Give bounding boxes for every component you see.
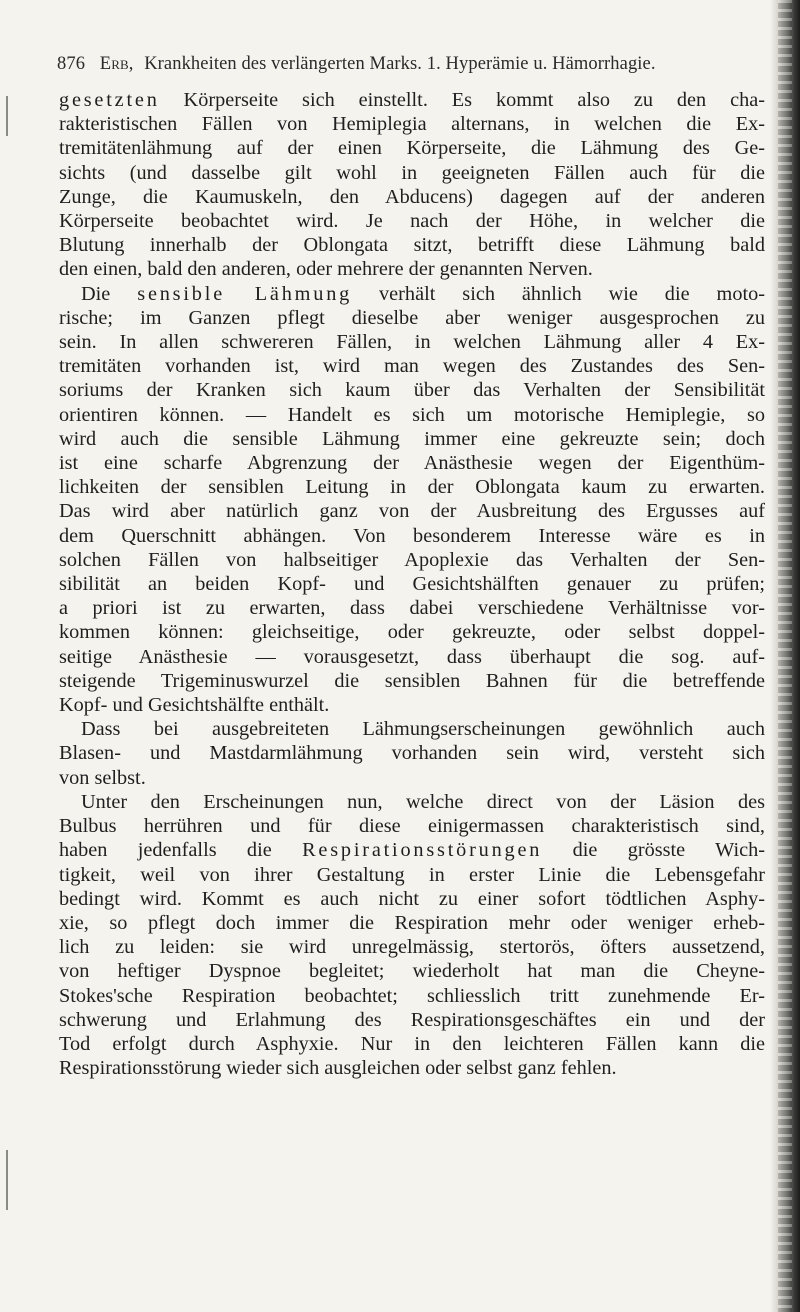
spaced-emphasis: gesetzten [59, 89, 160, 111]
text-line [59, 669, 765, 693]
text-run: sibilität an beiden Kopf- und Gesichtshälften genauer zu prüfen; [59, 573, 765, 596]
text-line [59, 475, 765, 499]
text-run: Bulbus herrühren und für diese einigermassen charakteristisch sind, [59, 815, 765, 838]
text-line [59, 499, 765, 523]
text-line [59, 185, 765, 209]
text-line [59, 378, 765, 402]
text-run: bedingt wird. Kommt es auch nicht zu einer sofort tödtlichen Asphy- [59, 887, 765, 910]
text-line [59, 766, 765, 790]
text-run: Blasen- und Mastdarmlähmung vorhanden sein wird, versteht sich [59, 742, 765, 765]
text-line [59, 233, 765, 257]
text-line [59, 451, 765, 475]
text-run: lichkeiten der sensiblen Leitung in der Oblongata kaum zu erwarten. [59, 476, 765, 499]
text-run: rakteristischen Fällen von Hemiplegia alternans, in welchen die Ex- [59, 113, 765, 136]
text-run: tremitäten vorhanden ist, wird man wegen des Zustandes des Sen- [59, 355, 765, 378]
text-run: von selbst. [59, 766, 146, 789]
running-head [57, 54, 757, 75]
text-run: Unter den Erscheinungen nun, welche direct von der Läsion des [81, 790, 765, 813]
text-line [59, 572, 765, 596]
text-line [59, 88, 765, 112]
text-run: tigkeit, weil von ihrer Gestaltung in erster Linie die Lebensgefahr [59, 863, 765, 886]
text-line [59, 136, 765, 160]
paragraph [59, 282, 765, 718]
spaced-emphasis: Respirationsstörungen [302, 839, 543, 862]
text-line [59, 717, 765, 741]
text-run: Kopf- und Gesichtshälfte enthält. [59, 694, 330, 717]
text-run: Körperseite sich einstellt. Es kommt also zu den cha- [159, 89, 765, 111]
text-run: Zunge, die Kaumuskeln, den Abducens) dagegen auf der anderen [59, 185, 765, 208]
text-line [59, 1032, 765, 1056]
text-run: Respirationsstörung wieder sich ausgleichen oder selbst ganz fehlen. [59, 1057, 617, 1080]
text-line [59, 1008, 765, 1032]
text-line [59, 741, 765, 765]
text-line [59, 306, 765, 330]
text-run: ist eine scharfe Abgrenzung der Anästhesie wegen der Eigenthüm- [59, 452, 765, 475]
text-run: schwerung und Erlahmung des Respirationsgeschäftes ein und der [59, 1008, 765, 1031]
text-line [59, 790, 765, 814]
text-run: wird auch die sensible Lähmung immer eine gekreuzte sein; doch [59, 427, 765, 450]
text-run: Tod erfolgt durch Asphyxie. Nur in den leichteren Fällen kann die [59, 1032, 765, 1055]
text-line [59, 935, 765, 959]
text-line [59, 209, 765, 233]
text-line [59, 959, 765, 983]
text-line [59, 524, 765, 548]
text-run: a priori ist zu erwarten, dass dabei verschiedene Verhältnisse vor- [59, 597, 765, 620]
text-line [59, 1056, 765, 1080]
text-run: xie, so pflegt doch immer die Respiration mehr oder weniger erheb- [59, 911, 765, 934]
paragraph [59, 717, 765, 790]
text-run: Das wird aber natürlich ganz von der Ausbreitung des Ergusses auf [59, 500, 765, 523]
text-line [59, 620, 765, 644]
text-line [59, 814, 765, 838]
text-line [59, 596, 765, 620]
text-line [59, 161, 765, 185]
text-line [59, 112, 765, 136]
text-run: rische; im Ganzen pflegt dieselbe aber weniger ausgesprochen zu [59, 306, 765, 329]
text-line [59, 984, 765, 1008]
text-line [59, 838, 765, 862]
text-line [59, 330, 765, 354]
text-line [59, 887, 765, 911]
margin-mark [6, 1150, 8, 1210]
running-head-author: Erb, [99, 54, 134, 74]
text-run: verhält sich ähnlich wie die moto- [352, 282, 765, 305]
text-run: von heftiger Dyspnoe begleitet; wiederholt hat man die Cheyne- [59, 960, 765, 983]
text-line [59, 645, 765, 669]
text-run: orientiren können. — Handelt es sich um motorische Hemiplegie, so [59, 403, 765, 426]
running-head-title: Krankheiten des verlängerten Marks. 1. Hyperämie u. Hämorrhagie. [144, 54, 656, 74]
text-run: steigende Trigeminuswurzel die sensiblen Bahnen für die betreffende [59, 669, 765, 692]
text-run: Stokes'sche Respiration beobachtet; schliesslich tritt zunehmende Er- [59, 984, 765, 1007]
text-line [59, 548, 765, 572]
text-run: dem Querschnitt abhängen. Von besonderem Interesse wäre es in [59, 524, 765, 547]
margin-mark [6, 96, 8, 136]
spaced-emphasis: sensible Lähmung [137, 282, 353, 305]
text-run: lich zu leiden: sie wird unregelmässig, stertorös, öfters aussetzend, [59, 936, 765, 959]
text-run: Körperseite beobachtet wird. Je nach der Höhe, in welcher die [59, 210, 765, 233]
text-run: haben jedenfalls die [59, 839, 303, 862]
text-run: soriums der Kranken sich kaum über das Verhalten der Sensibilität [59, 379, 765, 402]
text-run: Dass bei ausgebreiteten Lähmungserscheinungen gewöhnlich auch [81, 718, 765, 741]
page-edge-shadow [770, 0, 800, 1312]
page-number: 876 [57, 54, 86, 74]
text-line [59, 282, 765, 306]
text-line [59, 354, 765, 378]
text-line [59, 911, 765, 935]
paragraph [59, 88, 765, 282]
text-run: Blutung innerhalb der Oblongata sitzt, betrifft diese Lähmung bald [59, 234, 765, 257]
text-line [59, 427, 765, 451]
text-line [59, 863, 765, 887]
text-run: Die [81, 282, 138, 305]
text-run: die grösste Wich- [542, 839, 765, 862]
text-run: den einen, bald den anderen, oder mehrere der genannten Nerven. [59, 258, 593, 281]
text-run: kommen können: gleichseitige, oder gekreuzte, oder selbst doppel- [59, 621, 765, 644]
text-run: seitige Anästhesie — vorausgesetzt, dass überhaupt die sog. auf- [59, 645, 765, 668]
text-run: sein. In allen schwereren Fällen, in welchen Lähmung aller 4 Ex- [59, 331, 765, 354]
text-line [59, 693, 765, 717]
body-text [59, 88, 765, 1080]
text-run: solchen Fällen von halbseitiger Apoplexie das Verhalten der Sen- [59, 548, 765, 571]
text-line [59, 403, 765, 427]
text-line [59, 257, 765, 281]
text-run: sichts (und dasselbe gilt wohl in geeigneten Fällen auch für die [59, 161, 765, 184]
text-run: tremitätenlähmung auf der einen Körperseite, die Lähmung des Ge- [59, 137, 765, 160]
paragraph [59, 790, 765, 1080]
